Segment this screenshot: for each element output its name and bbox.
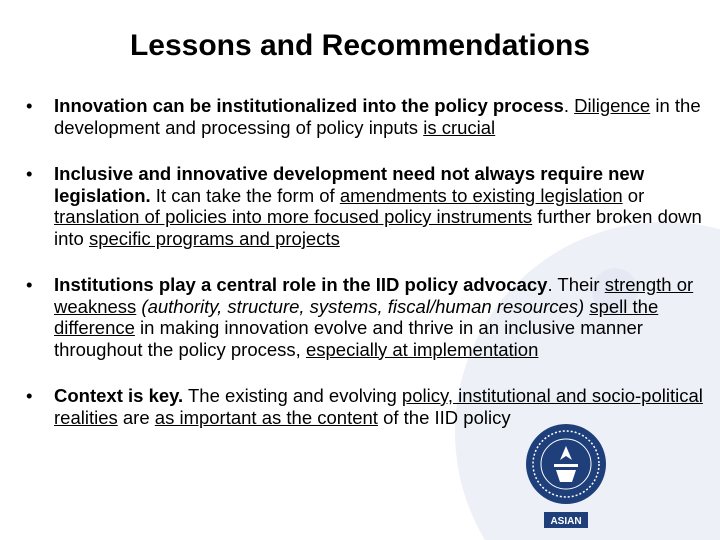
bullet-text: The existing and evolving [183, 385, 402, 406]
bullet-item [26, 385, 706, 428]
bullet-emphasis: strength or weakness [54, 274, 694, 317]
bullet-aside: (authority, structure, systems, fiscal/human resources) [136, 295, 585, 317]
bullet-emphasis: policy, institutional and socio-political realities [54, 385, 703, 428]
bullet-text: further broken down into [54, 206, 702, 249]
bullet-lead: Context is key. [54, 385, 184, 406]
bullet-emphasis: specific programs and projects [88, 227, 340, 249]
bullet-text: It can take the form of [150, 184, 340, 206]
bullet-text: or [622, 184, 645, 206]
bullet-emphasis: translation of policies into more focused policy instruments [54, 206, 533, 227]
bullet-item [26, 163, 706, 249]
bullet-emphasis: amendments to existing legislation [339, 184, 623, 206]
bullet-lead: Innovation can be institutionalized into the policy process [54, 95, 564, 116]
bullet-text: in making innovation evolve and thrive in an inclusive manner throughout the policy process, [54, 317, 643, 360]
seal-caption: ASIAN [550, 516, 582, 527]
bullet-dot: • [26, 95, 33, 116]
institution-seal-icon [520, 420, 612, 540]
bullet-text: . [563, 95, 575, 116]
bullet-dot: • [26, 385, 33, 406]
bullet-item [26, 274, 706, 360]
bullet-text: in the development and processing of policy inputs [54, 95, 701, 138]
bullet-text: of the IID policy [377, 406, 511, 428]
bullet-lead: Inclusive and innovative development need not always require new legislation. [54, 163, 645, 206]
bullet-emphasis: Diligence [574, 95, 651, 116]
bullet-emphasis: as important as the content [154, 406, 378, 428]
bullet-dot: • [26, 274, 33, 295]
bullet-item [26, 95, 706, 138]
bullet-lead: Institutions play a central role in the IID policy advocacy [54, 274, 548, 295]
bullet-emphasis: is crucial [423, 116, 496, 138]
bullet-text: . Their [547, 274, 605, 295]
bullet-emphasis: especially at implementation [305, 338, 539, 360]
bullet-emphasis: spell the difference [54, 295, 659, 338]
bullet-text: are [117, 406, 155, 428]
bullet-dot: • [26, 163, 33, 184]
slide-title: Lessons and Recommendations [129, 29, 591, 62]
bullet-list [26, 95, 706, 428]
